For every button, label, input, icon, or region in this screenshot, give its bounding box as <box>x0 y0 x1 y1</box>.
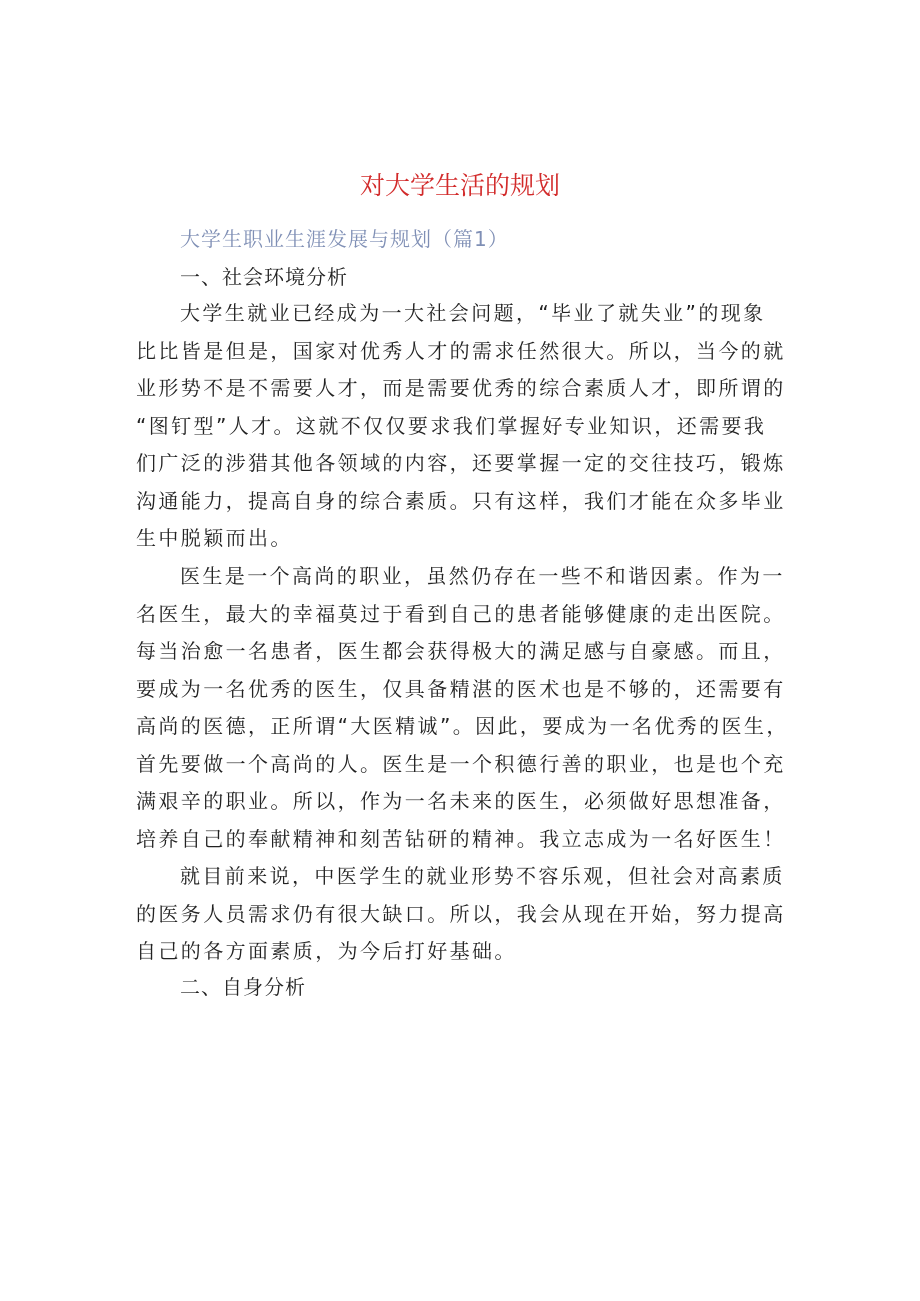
paragraph-line: 生中脱颖而出。 <box>136 526 293 550</box>
section-heading-social-environment: 一、社会环境分析 <box>180 265 348 289</box>
paragraph-line: 的医务人员需求仍有很大缺口。所以，我会从现在开始，努力提高 <box>136 901 786 926</box>
paragraph-line: “图钉型”人才。这就不仅仅要求我们掌握好专业知识，还需要我 <box>136 413 767 438</box>
paragraph-line: 就目前来说，中医学生的就业形势不容乐观，但社会对高素质 <box>180 864 785 888</box>
document-title: 对大学生活的规划 <box>359 171 560 200</box>
paragraph-line: 大学生就业已经成为一大社会问题，“毕业了就失业”的现象 <box>180 301 766 325</box>
paragraph-line: 满艰辛的职业。所以，作为一名未来的医生，必须做好思想准备， <box>136 789 786 813</box>
paragraph-line: 沟通能力，提高自身的综合素质。只有这样，我们才能在众多毕业 <box>136 488 786 513</box>
paragraph-line: 医生是一个高尚的职业，虽然仍存在一些不和谐因素。作为一 <box>180 564 785 588</box>
paragraph-line: 培养自己的奉献精神和刻苦钻研的精神。我立志成为一名好医生！ <box>136 826 786 851</box>
paragraph-line: 首先要做一个高尚的人。医生是一个积德行善的职业，也是也个充 <box>136 751 786 776</box>
paragraph-line: 自己的各方面素质，为今后打好基础。 <box>136 939 517 963</box>
paragraph-line: 要成为一名优秀的医生，仅具备精湛的医术也是不够的，还需要有 <box>136 676 786 701</box>
paragraph-line: 业形势不是不需要人才，而是需要优秀的综合素质人才，即所谓的 <box>136 376 786 400</box>
paragraph-employment <box>136 295 786 558</box>
paragraph-line: 每当治愈一名患者，医生都会获得极大的满足感与自豪感。而且， <box>136 639 786 663</box>
document-subtitle: 大学生职业生涯发展与规划（篇1） <box>180 227 509 251</box>
paragraph-line: 高尚的医德，正所谓“大医精诚”。因此，要成为一名优秀的医生， <box>136 714 789 738</box>
paragraph-line: 们广泛的涉猎其他各领域的内容，还要掌握一定的交往技巧，锻炼 <box>136 451 786 475</box>
paragraph-tcm-outlook <box>136 858 786 971</box>
paragraph-line: 比比皆是但是，国家对优秀人才的需求任然很大。所以，当今的就 <box>136 338 786 363</box>
paragraph-line: 名医生，最大的幸福莫过于看到自己的患者能够健康的走出医院。 <box>136 601 786 626</box>
section-heading-self-analysis: 二、自身分析 <box>180 975 306 999</box>
paragraph-doctor-profession <box>136 558 789 858</box>
